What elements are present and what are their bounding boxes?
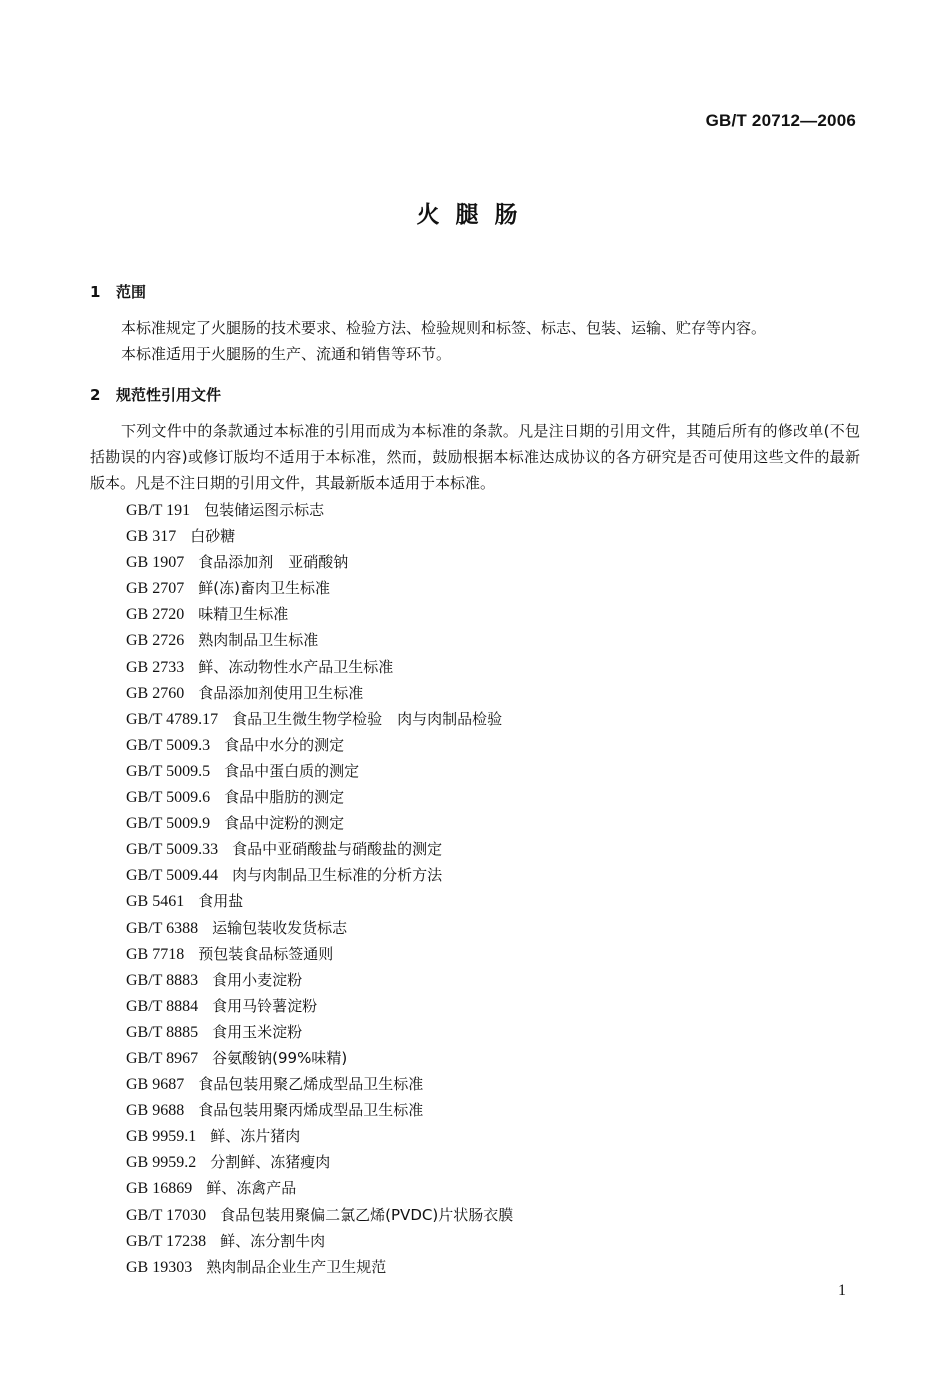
- reference-code: GB 2760: [126, 684, 185, 702]
- reference-title: 食品添加剂使用卫生标准: [198, 683, 364, 702]
- reference-title: 鲜、冻禽产品: [206, 1179, 297, 1198]
- reference-item: [126, 1228, 513, 1254]
- reference-title: 熟肉制品卫生标准: [198, 631, 319, 650]
- reference-title: 食品添加剂 亚硝酸钠: [198, 553, 349, 572]
- reference-code: GB/T 5009.6: [126, 789, 211, 807]
- reference-item: [126, 1202, 513, 1228]
- reference-title: 食品包装用聚偏二氯乙烯(PVDC)片状肠衣膜: [220, 1205, 514, 1224]
- reference-code: GB/T 5009.33: [126, 841, 219, 859]
- reference-item: [126, 1045, 513, 1071]
- reference-code: GB 7718: [126, 945, 185, 963]
- reference-item: [126, 1123, 513, 1149]
- reference-title: 包装储运图示标志: [204, 501, 325, 519]
- reference-code: GB/T 5009.3: [126, 736, 211, 754]
- reference-code: GB 2726: [126, 632, 185, 650]
- reference-item: [126, 862, 513, 888]
- reference-item: [126, 654, 513, 680]
- reference-item: [126, 523, 513, 549]
- section-2-heading: [90, 384, 221, 405]
- reference-code: GB 2720: [126, 606, 185, 624]
- reference-title: 食品中淀粉的测定: [224, 814, 345, 833]
- reference-title: 食品卫生微生物学检验 肉与肉制品检验: [232, 709, 503, 728]
- reference-item: [126, 784, 513, 810]
- reference-title: 食品中脂肪的测定: [224, 788, 345, 807]
- reference-title: 味精卫生标准: [198, 605, 289, 624]
- reference-title: 预包装食品标签通则: [198, 944, 334, 963]
- reference-code: GB/T 5009.44: [126, 867, 219, 885]
- reference-title: 食用玉米淀粉: [212, 1022, 303, 1041]
- reference-code: GB 9959.2: [126, 1154, 197, 1172]
- reference-title: 谷氨酸钠(99%味精): [212, 1048, 348, 1067]
- reference-title: 鲜、冻分割牛肉: [220, 1231, 326, 1250]
- section-1-title: 范围: [116, 283, 147, 301]
- reference-title: 鲜(冻)畜肉卫生标准: [198, 579, 330, 598]
- reference-item: [126, 680, 513, 706]
- reference-code: GB 19303: [126, 1258, 193, 1276]
- reference-title: 白砂糖: [190, 527, 236, 546]
- reference-item: [126, 915, 513, 941]
- reference-code: GB 9688: [126, 1102, 185, 1120]
- section-1-paragraph-1: 本标准规定了火腿肠的技术要求、检验方法、检验规则和标签、标志、包装、运输、贮存等内容。: [121, 319, 767, 337]
- reference-item: [126, 1254, 513, 1280]
- reference-code: GB/T 8885: [126, 1023, 199, 1041]
- reference-code: GB/T 5009.9: [126, 815, 211, 833]
- reference-code: GB/T 6388: [126, 919, 199, 937]
- reference-code: GB/T 17030: [126, 1206, 207, 1224]
- reference-item: [126, 967, 513, 993]
- section-1-paragraph-2: 本标准适用于火腿肠的生产、流通和销售等环节。: [121, 345, 452, 363]
- standard-number: GB/T 20712—2006: [705, 111, 856, 130]
- reference-title: 食品中水分的测定: [224, 735, 345, 754]
- reference-code: GB 9687: [126, 1076, 185, 1094]
- reference-item: [126, 1019, 513, 1045]
- reference-item: [126, 1097, 513, 1123]
- reference-code: GB 9959.1: [126, 1128, 197, 1146]
- reference-code: GB 1907: [126, 554, 185, 572]
- page-number: 1: [838, 1282, 846, 1299]
- reference-item: [126, 497, 513, 523]
- section-2-title: 规范性引用文件: [116, 386, 222, 404]
- reference-item: [126, 993, 513, 1019]
- reference-title: 鲜、冻片猪肉: [210, 1127, 301, 1146]
- reference-item: [126, 549, 513, 575]
- reference-item: [126, 1149, 513, 1175]
- reference-code: GB/T 17238: [126, 1232, 207, 1250]
- reference-code: GB/T 8884: [126, 997, 199, 1015]
- reference-code: GB/T 191: [126, 502, 191, 519]
- reference-list: [126, 497, 513, 1280]
- reference-title: 熟肉制品企业生产卫生规范: [206, 1257, 387, 1276]
- reference-item: [126, 1071, 513, 1097]
- reference-item: [126, 836, 513, 862]
- reference-title: 运输包装收发货标志: [212, 918, 348, 937]
- reference-item: [126, 706, 513, 732]
- reference-code: GB 5461: [126, 893, 185, 911]
- reference-item: [126, 575, 513, 601]
- reference-code: GB 2707: [126, 580, 185, 598]
- reference-title: 分割鲜、冻猪瘦肉: [210, 1153, 331, 1172]
- reference-code: GB/T 4789.17: [126, 710, 219, 728]
- reference-item: [126, 941, 513, 967]
- reference-title: 食用盐: [198, 892, 244, 911]
- reference-code: GB/T 8883: [126, 971, 199, 989]
- reference-title: 鲜、冻动物性水产品卫生标准: [198, 657, 394, 676]
- reference-title: 食品中蛋白质的测定: [224, 761, 360, 780]
- reference-item: [126, 1175, 513, 1201]
- reference-title: 食品包装用聚丙烯成型品卫生标准: [198, 1101, 424, 1120]
- reference-title: 食品包装用聚乙烯成型品卫生标准: [198, 1075, 424, 1094]
- section-2-intro: 下列文件中的条款通过本标准的引用而成为本标准的条款。凡是注日期的引用文件，其随后所有的修改单(不包括勘误的内容)或修订版均不适用于本标准，然而，鼓励根据本标准达成协议的各方研究是否可使用这些文件的最新版本。凡是不注日期的引用文件，其最新版本适用于本标准。: [90, 422, 860, 492]
- reference-title: 食用小麦淀粉: [212, 970, 303, 989]
- reference-code: GB/T 5009.5: [126, 762, 211, 780]
- section-1-heading: [90, 281, 146, 302]
- reference-title: 肉与肉制品卫生标准的分析方法: [232, 866, 443, 885]
- reference-item: [126, 627, 513, 653]
- section-2-number: 2: [90, 386, 101, 404]
- reference-code: GB 16869: [126, 1180, 193, 1198]
- reference-item: [126, 732, 513, 758]
- reference-title: 食用马铃薯淀粉: [212, 996, 318, 1015]
- document-title: 火腿肠: [416, 202, 534, 228]
- reference-code: GB 317: [126, 528, 177, 546]
- reference-code: GB 2733: [126, 658, 185, 676]
- reference-title: 食品中亚硝酸盐与硝酸盐的测定: [232, 840, 443, 859]
- reference-item: [126, 758, 513, 784]
- reference-item: [126, 810, 513, 836]
- reference-item: [126, 601, 513, 627]
- reference-code: GB/T 8967: [126, 1049, 199, 1067]
- section-1-number: 1: [90, 283, 101, 301]
- reference-item: [126, 888, 513, 914]
